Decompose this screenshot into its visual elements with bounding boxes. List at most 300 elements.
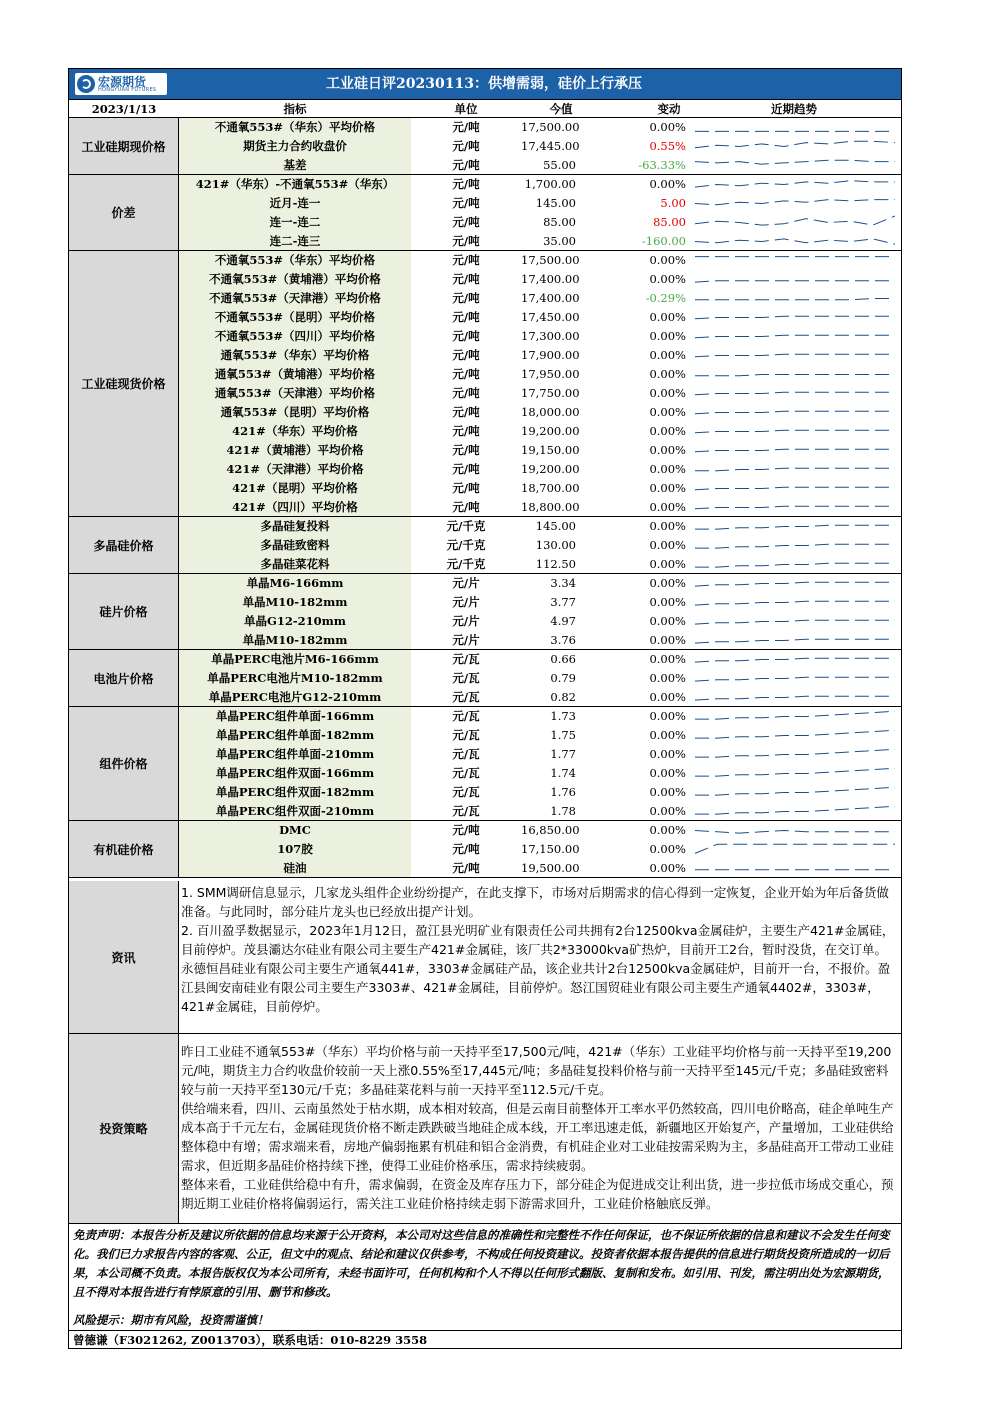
trend-line [695,677,895,681]
value-cell: 18,000.00 [521,405,580,419]
section-7 [69,707,901,821]
unit-cell: 元/瓦 [452,671,480,685]
indicator-name: 421#（昆明）平均价格 [232,481,358,495]
indicator-name: 421#（华东）平均价格 [232,424,358,438]
change-cell: 0.00% [649,424,686,438]
unit-cell: 元/吨 [452,823,480,837]
value-cell: 145.00 [535,519,576,533]
change-cell: 0.00% [649,652,686,666]
trend-sparkline [693,632,897,649]
value-cell: 1.73 [550,709,576,723]
table-row [69,156,901,175]
logo-subtext: HONGYUAN FUTURES [98,87,157,93]
unit-cell: 元/千克 [446,519,486,533]
trend-sparkline [693,157,897,174]
indicator-name: 通氧553#（黄埔港）平均价格 [214,367,376,381]
change-cell: 0.00% [649,253,686,267]
trend-sparkline [693,404,897,421]
section-category-label: 多晶硅价格 [69,517,179,573]
indicator-name: 单晶PERC电池片M6-166mm [211,652,379,666]
table-row [69,688,901,707]
section-3 [69,251,901,517]
table-row [69,251,901,270]
indicator-name: 单晶G12-210mm [244,614,346,628]
table-row [69,137,901,156]
change-cell: 0.00% [649,690,686,704]
value-cell: 17,445.00 [521,139,580,153]
unit-cell: 元/吨 [452,177,480,191]
change-cell: 0.00% [649,633,686,647]
unit-cell: 元/吨 [452,329,480,343]
contact-info: 曾德谦（F3021262, Z0013703），联系电话：010-8229 3558 [69,1330,901,1349]
value-cell: 17,500.00 [521,253,580,267]
change-cell: 0.00% [649,120,686,134]
unit-cell: 元/吨 [452,348,480,362]
unit-cell: 元/吨 [452,234,480,248]
unit-cell: 元/瓦 [452,785,480,799]
trend-line [695,392,895,395]
trend-sparkline [693,309,897,326]
section-1 [69,118,901,175]
trend-line [695,354,895,357]
trend-line [695,806,895,814]
news-paragraph-1: 1. SMM调研信息显示，几家龙头组件企业纷纷提产，在此支撑下，市场对后期需求的信心得到一定恢复，企业开始为年后备货做准备。与此同时，部分硅片龙头也已经放出提产计划。 [181,885,889,919]
unit-cell: 元/千克 [446,538,486,552]
unit-cell: 元/片 [452,633,480,647]
strategy-paragraph-1: 昨日工业硅不通氧553#（华东）平均价格与前一天持平至17,500元/吨，421#（华东）工业硅平均价格与前一天持平至19,200元/吨，期货主力合约收盘价较前一天上涨0.55%至17,445元/吨；多晶硅复投料价格与前一天持平至145元/千克；多晶硅致密料较与前一天持平至130元/千克；多晶硅菜花料与前一天持平至112.5元/千克。 [181,1044,892,1097]
unit-cell: 元/吨 [452,842,480,856]
unit-cell: 元/瓦 [452,690,480,704]
section-4 [69,517,901,574]
trend-sparkline [693,290,897,307]
trend-line [695,601,895,605]
table-row [69,460,901,479]
change-cell: 0.00% [649,519,686,533]
indicator-name: 近月-连一 [269,196,321,210]
value-cell: 1.77 [550,747,576,761]
trend-sparkline [693,214,897,231]
news-paragraph-2: 2. 百川盈孚数据显示，2023年1月12日，盈江县光明矿业有限责任公司共拥有2台12500kva金属硅炉，主要生产421#金属硅，目前停炉。茂县灞达尔硅业有限公司主要生产421#金属硅，该厂共2*33000kva矿热炉，目前开工2台，暂时没货，在交订单。永德恒昌硅业有限公司主要生产通氧441#，3303#金属硅产品，该企业共计2台12500kva金属硅炉，目前开一台，不报价。盈江县闽安南硅业有限公司主要生产3303#、421#金属硅，目前停炉。怒江国贸硅业有限公司主要生产通氧4402#，3303#，421#金属硅，目前停炉。 [181,923,895,1014]
change-cell: 0.00% [649,462,686,476]
value-cell: 19,200.00 [521,462,580,476]
table-row [69,631,901,650]
table-row [69,289,901,308]
value-cell: 18,800.00 [521,500,580,514]
table-row [69,669,901,688]
trend-sparkline [693,670,897,687]
unit-cell: 元/瓦 [452,652,480,666]
change-cell: 0.00% [649,386,686,400]
value-cell: 130.00 [535,538,576,552]
table-row [69,707,901,726]
col-indicator: 指标 [283,102,307,116]
unit-cell: 元/吨 [452,386,480,400]
change-cell: 0.00% [649,500,686,514]
trend-line [695,375,895,376]
change-cell: -0.29% [645,291,686,305]
trend-line [695,582,895,586]
col-trend: 近期趋势 [771,102,817,116]
unit-cell: 元/吨 [452,367,480,381]
change-cell: 0.00% [649,671,686,685]
table-row [69,175,901,194]
value-cell: 112.50 [535,557,576,571]
change-cell: 0.00% [649,557,686,571]
risk-warning: 风险提示：期市有风险，投资需谨慎！ [73,1313,269,1327]
change-cell: 0.00% [649,443,686,457]
section-6 [69,650,901,707]
trend-line [695,430,895,433]
table-row [69,726,901,745]
section-5 [69,574,901,650]
section-category-label: 工业硅现货价格 [69,251,179,516]
indicator-name: 单晶PERC组件双面-182mm [215,785,375,799]
trend-sparkline [693,518,897,535]
table-row [69,802,901,821]
indicator-name: 期货主力合约收盘价 [243,139,347,153]
section-category-label: 电池片价格 [69,650,179,706]
change-cell: 0.00% [649,747,686,761]
change-cell: 0.00% [649,538,686,552]
indicator-name: 107胶 [277,842,313,856]
indicator-name: 通氧553#（天津港）平均价格 [214,386,376,400]
trend-line [695,525,895,529]
change-cell: 0.55% [649,139,686,153]
unit-cell: 元/片 [452,595,480,609]
indicator-name: DMC [279,823,311,837]
change-cell: 85.00 [653,215,686,229]
value-cell: 17,400.00 [521,272,580,286]
table-row [69,365,901,384]
strategy-label: 投资策略 [69,1034,179,1223]
unit-cell: 元/吨 [452,253,480,267]
section-category-label: 组件价格 [69,707,179,820]
trend-sparkline [693,347,897,364]
table-row [69,327,901,346]
change-cell: 0.00% [649,481,686,495]
table-row [69,441,901,460]
trend-line [695,563,895,567]
strategy-paragraph-2: 供给端来看，四川、云南虽然处于枯水期，成本相对较高，但是云南目前整体开工率水平仍然较高，四川电价略高，硅企单吨生产成本高于千元左右，金属硅现货价格不断走跌跌破当地硅企成本线，开工率迅速走低，新疆地区开始复产，产量增加，工业硅供给整体稳中有增；需求端来看，房地产偏弱拖累有机硅和铝合金消费，有机硅企业对工业硅按需采购为主，多晶硅高开工带动工业硅需求，但近期多晶硅价格持续下挫，使得工业硅价格承压，需求持续疲弱。 [181,1101,894,1173]
table-row [69,118,901,137]
trend-sparkline [693,252,897,269]
value-cell: 17,150.00 [521,842,580,856]
indicator-name: 单晶PERC组件单面-182mm [215,728,375,742]
change-cell: 0.00% [649,576,686,590]
trend-line [695,749,895,757]
change-cell: 0.00% [649,842,686,856]
change-cell: 0.00% [649,405,686,419]
section-category-label: 工业硅期现价格 [69,118,179,174]
table-row [69,593,901,612]
unit-cell: 元/吨 [452,215,480,229]
trend-line [695,299,895,300]
trend-sparkline [693,366,897,383]
value-cell: 3.76 [550,633,576,647]
indicator-name: 基差 [283,158,307,172]
change-cell: 0.00% [649,766,686,780]
change-cell: 0.00% [649,709,686,723]
trend-line [695,844,895,853]
section-category-label: 硅片价格 [69,574,179,649]
unit-cell: 元/吨 [452,861,480,875]
logo-text: 宏源期货 [98,75,147,89]
trend-line [695,639,895,643]
trend-sparkline [693,442,897,459]
value-cell: 16,850.00 [521,823,580,837]
indicator-name: 单晶PERC组件单面-210mm [215,747,375,761]
indicator-name: 不通氧553#（华东）平均价格 [214,253,376,267]
trend-line [695,696,895,700]
trend-sparkline [693,727,897,744]
value-cell: 18,700.00 [521,481,580,495]
trend-sparkline [693,651,897,668]
table-row [69,270,901,289]
unit-cell: 元/吨 [452,196,480,210]
unit-cell: 元/瓦 [452,804,480,818]
trend-sparkline [693,746,897,763]
trend-line [695,316,895,319]
indicator-name: 多晶硅菜花料 [260,557,330,571]
section-category-label: 有机硅价格 [69,821,179,877]
table-row [69,517,901,536]
change-cell: 0.00% [649,614,686,628]
indicator-name: 单晶PERC电池片M10-182mm [207,671,383,685]
trend-line [695,449,895,452]
trend-sparkline [693,461,897,478]
table-row [69,346,901,365]
change-cell: 0.00% [649,861,686,875]
report-sheet [68,68,902,1349]
trend-sparkline [693,708,897,725]
trend-sparkline [693,613,897,630]
col-value: 今值 [549,102,573,116]
change-cell: 0.00% [649,823,686,837]
change-cell: 0.00% [649,310,686,324]
table-row [69,308,901,327]
trend-line [695,281,895,282]
trend-sparkline [693,594,897,611]
unit-cell: 元/吨 [452,405,480,419]
indicator-name: 421#（黄埔港）平均价格 [226,443,364,457]
table-row [69,650,901,669]
trend-line [695,468,895,471]
change-cell: -63.33% [638,158,686,172]
change-cell: 0.00% [649,595,686,609]
table-row [69,498,901,517]
value-cell: 3.34 [550,576,576,590]
unit-cell: 元/瓦 [452,747,480,761]
unit-cell: 元/吨 [452,120,480,134]
value-cell: 0.66 [550,652,576,666]
trend-sparkline [693,195,897,212]
table-row [69,574,901,593]
trend-line [695,730,895,738]
trend-sparkline [693,575,897,592]
trend-sparkline [693,176,897,193]
indicator-name: 多晶硅致密料 [260,538,330,552]
change-cell: 0.00% [649,785,686,799]
indicator-name: 不通氧553#（黄埔港）平均价格 [209,272,381,286]
unit-cell: 元/吨 [452,481,480,495]
table-row [69,555,901,574]
unit-cell: 元/吨 [452,291,480,305]
trend-line [695,831,895,834]
trend-sparkline [693,860,897,877]
unit-cell: 元/吨 [452,443,480,457]
indicator-name: 通氧553#（华东）平均价格 [220,348,370,362]
indicator-name: 通氧553#（昆明）平均价格 [220,405,370,419]
company-logo [75,73,167,95]
trend-sparkline [693,138,897,155]
value-cell: 55.00 [543,158,576,172]
strategy-text [179,1042,897,1213]
indicator-name: 单晶M10-182mm [242,633,348,647]
value-cell: 17,500.00 [521,120,580,134]
table-row [69,536,901,555]
table-row [69,213,901,232]
strategy-paragraph-3: 整体来看，工业硅供给稳中有升，需求偏弱，在资金及库存压力下，部分硅企为促进成交让利出货，进一步拉低市场成交重心，预期近期工业硅价格将偏弱运行，需关注工业硅价格持续走弱下游需求回升，工业硅价格触底反弹。 [181,1177,894,1211]
logo-mark-icon [77,75,95,93]
trend-line [695,200,895,205]
trend-sparkline [693,119,897,136]
table-row [69,422,901,441]
trend-sparkline [693,689,897,706]
indicator-name: 单晶PERC组件单面-166mm [215,709,375,723]
indicator-name: 不通氧553#（天津港）平均价格 [209,291,381,305]
value-cell: 19,500.00 [521,861,580,875]
column-header-row [69,99,901,118]
table-row [69,612,901,631]
strategy-section [69,1034,901,1224]
value-cell: 19,150.00 [521,443,580,457]
trend-sparkline [693,765,897,782]
change-cell: -160.00 [641,234,686,248]
change-cell: 0.00% [649,728,686,742]
table-row [69,403,901,422]
trend-line [695,787,895,795]
trend-sparkline [693,784,897,801]
trend-line [695,711,895,719]
report-header [69,69,901,99]
trend-sparkline [693,328,897,345]
table-row [69,840,901,859]
unit-cell: 元/吨 [452,500,480,514]
indicator-name: 不通氧553#（华东）平均价格 [214,120,376,134]
unit-cell: 元/片 [452,614,480,628]
indicator-name: 单晶PERC电池片G12-210mm [208,690,382,704]
table-row [69,821,901,840]
value-cell: 1.76 [550,785,576,799]
unit-cell: 元/瓦 [452,728,480,742]
trend-line [695,141,895,148]
change-cell: 0.00% [649,367,686,381]
indicator-name: 单晶M6-166mm [246,576,344,590]
unit-cell: 元/千克 [446,557,486,571]
unit-cell: 元/瓦 [452,766,480,780]
trend-line [695,216,895,225]
trend-line [695,411,895,414]
trend-sparkline [693,537,897,554]
indicator-name: 421#（天津港）平均价格 [226,462,364,476]
unit-cell: 元/瓦 [452,709,480,723]
value-cell: 145.00 [535,196,576,210]
value-cell: 17,300.00 [521,329,580,343]
value-cell: 17,900.00 [521,348,580,362]
trend-line [695,239,895,244]
trend-sparkline [693,271,897,288]
col-unit: 单位 [454,102,478,116]
trend-line [695,544,895,548]
value-cell: 17,750.00 [521,386,580,400]
trend-line [695,658,895,662]
indicator-name: 不通氧553#（四川）平均价格 [214,329,376,343]
table-row [69,764,901,783]
section-category-label: 价差 [69,175,179,250]
unit-cell: 元/吨 [452,158,480,172]
trend-line [695,768,895,776]
change-cell: 0.00% [649,329,686,343]
table-row [69,783,901,802]
value-cell: 17,400.00 [521,291,580,305]
value-cell: 1.74 [550,766,576,780]
value-cell: 1.78 [550,804,576,818]
table-row [69,479,901,498]
value-cell: 0.79 [550,671,576,685]
col-change: 变动 [657,102,681,116]
unit-cell: 元/吨 [452,310,480,324]
indicator-name: 多晶硅复投料 [260,519,330,533]
change-cell: 0.00% [649,177,686,191]
value-cell: 17,950.00 [521,367,580,381]
indicator-name: 单晶M10-182mm [242,595,348,609]
value-cell: 1.75 [550,728,576,742]
trend-line [695,181,895,188]
unit-cell: 元/吨 [452,424,480,438]
value-cell: 35.00 [543,234,576,248]
trend-sparkline [693,822,897,839]
trend-line [695,506,895,509]
trend-sparkline [693,385,897,402]
value-cell: 1,700.00 [524,177,576,191]
trend-sparkline [693,423,897,440]
table-row [69,232,901,251]
news-label: 资讯 [69,881,179,1033]
indicator-name: 不通氧553#（昆明）平均价格 [214,310,376,324]
unit-cell: 元/吨 [452,462,480,476]
trend-sparkline [693,803,897,820]
trend-sparkline [693,499,897,516]
value-cell: 19,200.00 [521,424,580,438]
news-section [69,881,901,1034]
trend-line [695,487,895,490]
indicator-name: 硅油 [283,861,307,875]
unit-cell: 元/吨 [452,139,480,153]
date-label: 2023/1/13 [91,102,157,116]
trend-line [695,620,895,624]
indicator-name: 单晶PERC组件双面-166mm [215,766,375,780]
trend-sparkline [693,480,897,497]
table-row [69,384,901,403]
disclaimer-text: 免责声明：本报告分析及建议所依据的信息均来源于公开资料，本公司对这些信息的准确性和完整性不作任何保证，也不保证所依据的信息和建议不会发生任何变化。我们已力求报告内容的客观、公正，但文中的观点、结论和建议仅供参考，不构成任何投资建议。投资者依据本报告提供的信息进行期货投资所造成的一切后果，本公司概不负责。本报告版权仅为本公司所有，未经书面许可，任何机构和个人不得以任何形式翻版、复制和发布。如引用、刊发，需注明出处为宏源期货，且不得对本报告进行有悖原意的引用、删节和修改。 [73,1228,890,1299]
indicator-name: 连一-连二 [269,215,321,229]
trend-sparkline [693,233,897,250]
table-row [69,859,901,878]
value-cell: 3.77 [550,595,576,609]
indicator-name: 连二-连三 [269,234,321,248]
trend-sparkline [693,556,897,573]
section-8 [69,821,901,878]
